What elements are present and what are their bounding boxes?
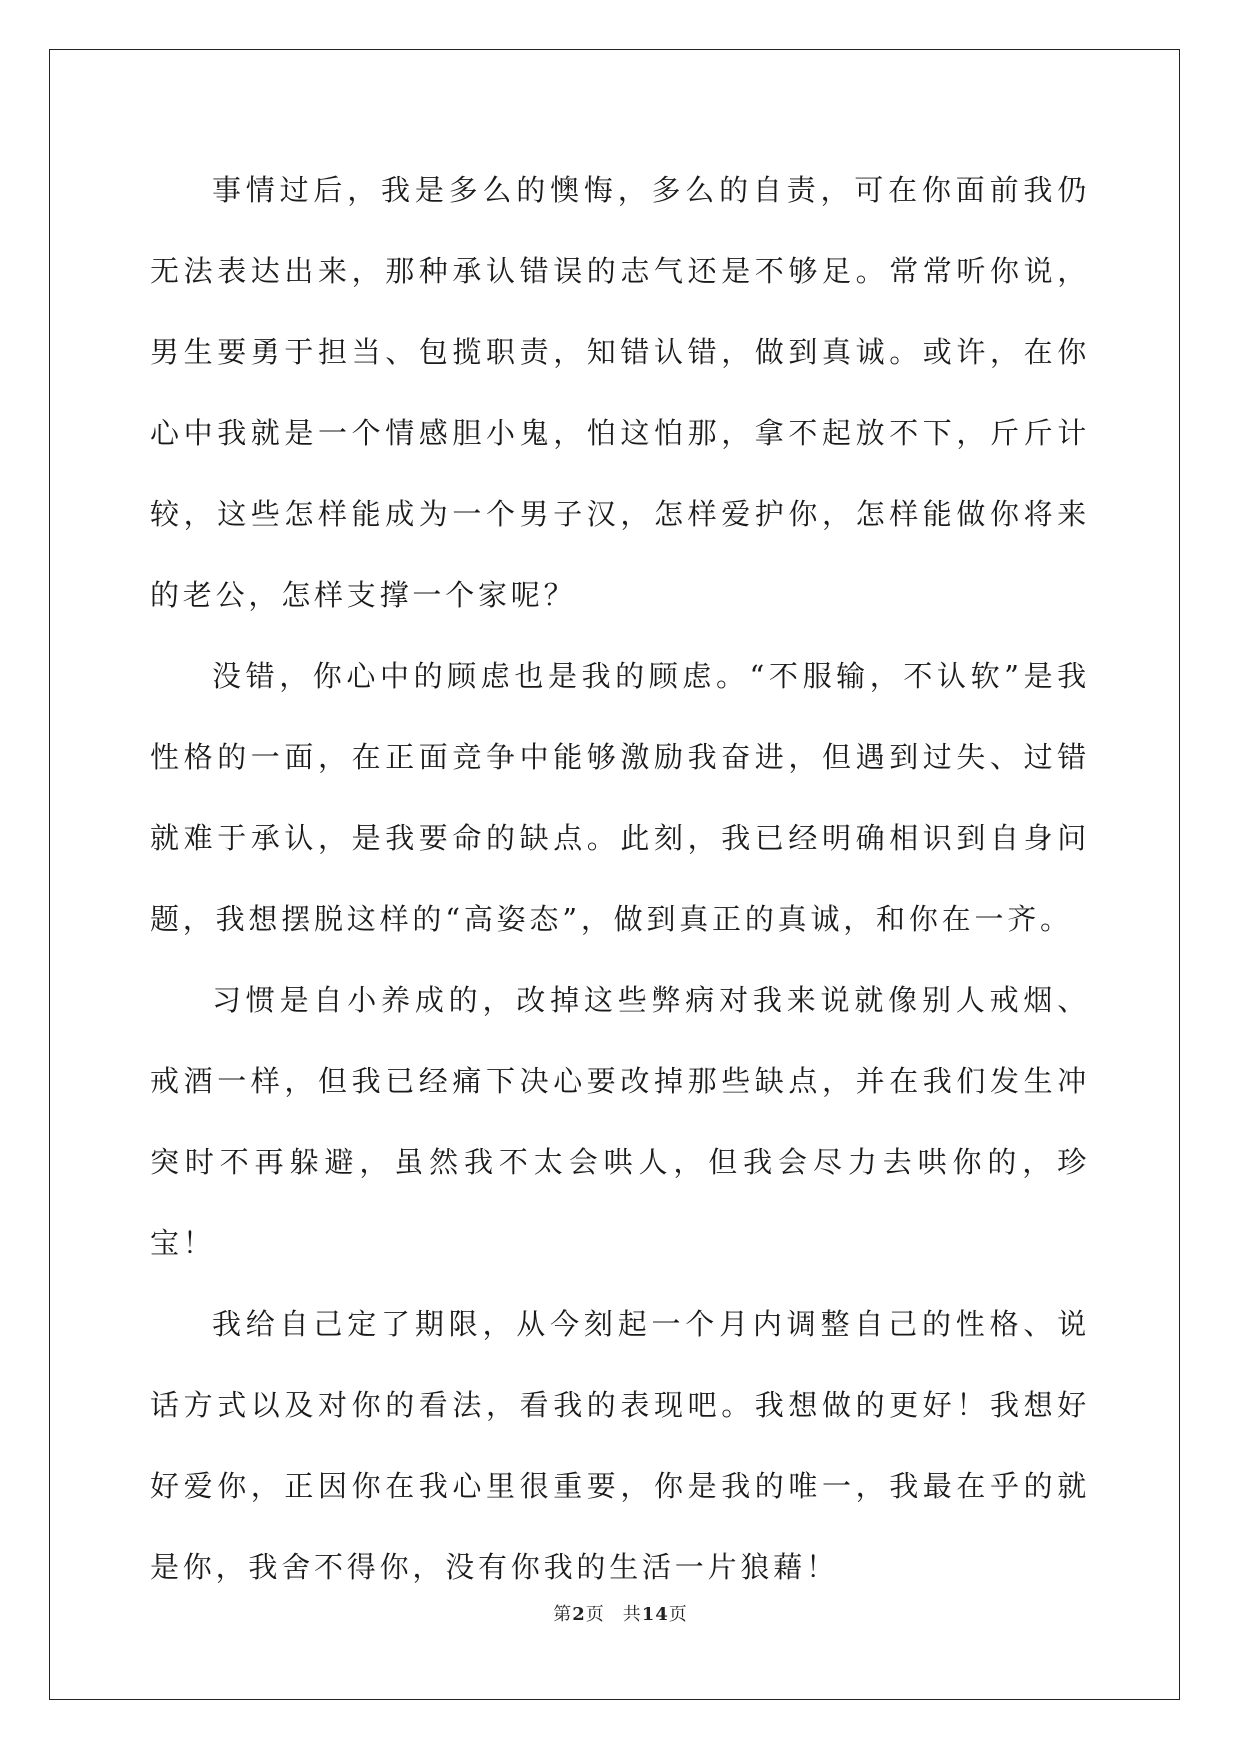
page-footer (0, 1600, 1241, 1626)
total-pages: 14 (641, 1604, 669, 1625)
paragraph-1: 事情过后，我是多么的懊悔，多么的自责，可在你面前我仍无法表达出来，那种承认错误的志气还是不够足。常常听你说，男生要勇于担当、包揽职责，知错认错，做到真诚。或许，在你心中我就是一个情感胆小鬼，怕这怕那，拿不起放不下，斤斤计较，这些怎样能成为一个男子汉，怎样爱护你，怎样能做你将来的老公，怎样支撑一个家呢？ (150, 173, 1090, 612)
page-number: 2 (572, 1604, 586, 1625)
paragraph-2: 没错，你心中的顾虑也是我的顾虑。“不服输，不认软”是我性格的一面，在正面竞争中能够激励我奋进，但遇到过失、过错就难于承认，是我要命的缺点。此刻，我已经明确相识到自身问题，我想摆脱这样的“高姿态”，做到真正的真诚，和你在一齐。 (150, 659, 1090, 936)
page-suffix: 页 (585, 1604, 605, 1625)
paragraph-3: 习惯是自小养成的，改掉这些弊病对我来说就像别人戒烟、戒酒一样，但我已经痛下决心要改掉那些缺点，并在我们发生冲突时不再躲避，虽然我不太会哄人，但我会尽力去哄你的，珍宝！ (150, 983, 1090, 1260)
page-prefix: 第 (553, 1604, 573, 1625)
paragraph-4: 我给自己定了期限，从今刻起一个月内调整自己的性格、说话方式以及对你的看法，看我的表现吧。我想做的更好！我想好好爱你，正因你在我心里很重要，你是我的唯一，我最在乎的就是你，我舍不得你，没有你我的生活一片狼藉！ (150, 1307, 1090, 1584)
total-suffix: 页 (668, 1604, 688, 1625)
total-prefix: 共 (622, 1604, 642, 1625)
document-body (150, 150, 1090, 1608)
